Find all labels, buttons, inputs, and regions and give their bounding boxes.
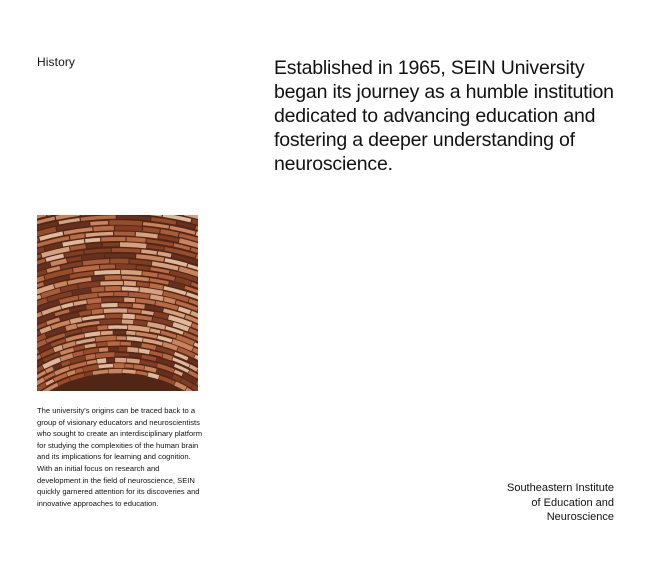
organization-name	[464, 481, 614, 525]
organization-name-line: Southeastern Institute	[506, 482, 614, 494]
organization-name-line: Neuroscience	[546, 511, 614, 523]
section-label: History	[37, 55, 76, 69]
stacked-books-image	[37, 215, 198, 391]
organization-name-line: of Education and	[531, 496, 614, 509]
books-photo	[37, 215, 198, 391]
history-body-text: The university's origins can be traced back to a group of visionary educators and neuroscientists who sought to create an interdisciplinary platform for studying the complexities of the human brain and its implications for learning and cognition. With an initial focus on research and development in the field of neuroscience, SEIN quickly garnered attention for its discoveries and innovative approaches to education.	[37, 406, 203, 508]
headline: Established in 1965, SEIN University began its journey as a humble institution dedicated to advancing education and fostering a deeper understanding of neuroscience.	[274, 57, 614, 175]
